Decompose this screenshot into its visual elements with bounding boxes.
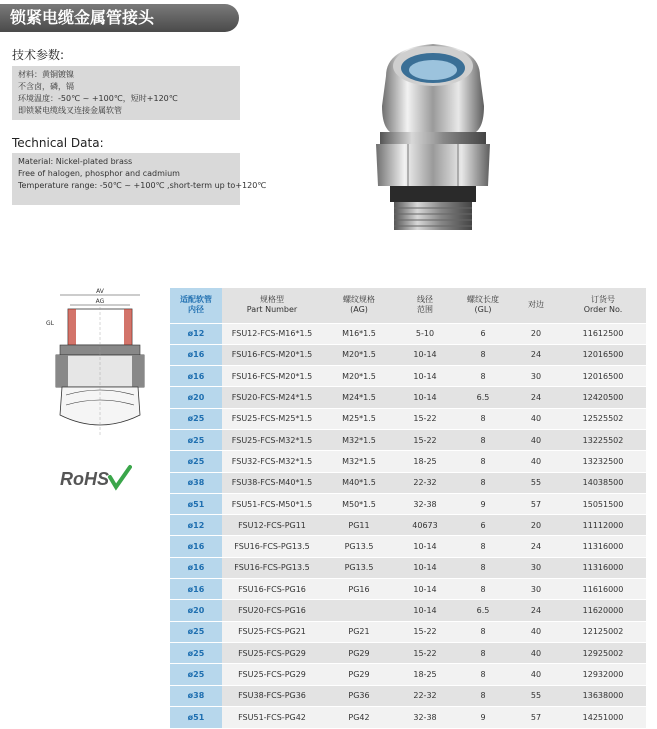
cell-sw: 40 [512,429,560,450]
tech-cn-line: 即锁紧电缆线叉连接金属软管 [18,106,122,115]
cell-diameter: ø12 [170,323,222,344]
cell-thread: PG29 [322,664,396,685]
cell-order-no: 11616000 [560,579,646,600]
cell-part-number: FSU51-FCS-PG42 [222,706,322,727]
drawing-label-av: AV [96,288,104,295]
cell-gl: 8 [454,344,512,365]
cell-order-no: 15051500 [560,493,646,514]
header-range: 线径 范围 [396,288,454,323]
cell-order-no: 14251000 [560,706,646,727]
cell-diameter: ø16 [170,579,222,600]
cell-gl: 9 [454,493,512,514]
cell-gl: 8 [454,536,512,557]
table-row [170,642,646,663]
cell-thread: PG21 [322,621,396,642]
cell-range: 40673 [396,515,454,536]
cell-diameter: ø38 [170,685,222,706]
cell-gl: 8 [454,557,512,578]
cell-part-number: FSU51-FCS-M50*1.5 [222,493,322,514]
cell-diameter: ø38 [170,472,222,493]
table-row [170,557,646,578]
cell-order-no: 12420500 [560,387,646,408]
cell-sw: 40 [512,642,560,663]
cell-range: 5-10 [396,323,454,344]
cell-thread: M50*1.5 [322,493,396,514]
cell-part-number: FSU25-FCS-PG29 [222,642,322,663]
cell-thread: M40*1.5 [322,472,396,493]
table-row [170,344,646,365]
cell-range: 32-38 [396,706,454,727]
cell-thread: M25*1.5 [322,408,396,429]
cell-thread: M20*1.5 [322,366,396,387]
cell-part-number: FSU12-FCS-PG11 [222,515,322,536]
cell-sw: 30 [512,366,560,387]
cell-diameter: ø25 [170,408,222,429]
table-row [170,387,646,408]
drawing-label-gl: GL [46,320,54,327]
tech-en-line: Temperature range: -50℃ ~ +100℃ ,short-term up to+120℃ [18,181,267,190]
table-row [170,451,646,472]
cell-diameter: ø20 [170,600,222,621]
tech-cn-line: 不含卤，磷，镉 [18,82,74,91]
cell-order-no: 12932000 [560,664,646,685]
cell-diameter: ø25 [170,429,222,450]
tech-en-line: Material: Nickel-plated brass [18,157,133,166]
cell-sw: 55 [512,472,560,493]
drawing-label-ag: AG [95,298,105,305]
cell-gl: 8 [454,366,512,387]
cell-sw: 40 [512,621,560,642]
cell-order-no: 11620000 [560,600,646,621]
rohs-mark [58,463,132,493]
cell-order-no: 11316000 [560,536,646,557]
table-row [170,515,646,536]
cell-thread: PG36 [322,685,396,706]
cell-sw: 57 [512,706,560,727]
spec-table [170,288,646,728]
cell-sw: 20 [512,323,560,344]
cell-sw: 55 [512,685,560,706]
cell-gl: 8 [454,621,512,642]
table-row [170,621,646,642]
cell-thread: M32*1.5 [322,451,396,472]
cell-diameter: ø20 [170,387,222,408]
cell-thread: PG29 [322,642,396,663]
table-row [170,429,646,450]
cell-thread: PG13.5 [322,557,396,578]
cell-thread: M16*1.5 [322,323,396,344]
cell-order-no: 12925002 [560,642,646,663]
cell-order-no: 11612500 [560,323,646,344]
cell-gl: 8 [454,429,512,450]
cell-gl: 8 [454,642,512,663]
technical-drawing [40,285,160,445]
cell-thread: M32*1.5 [322,429,396,450]
cell-gl: 8 [454,664,512,685]
cell-diameter: ø25 [170,664,222,685]
cell-part-number: FSU25-FCS-PG29 [222,664,322,685]
tech-cn-box [12,66,240,120]
cell-thread: PG13.5 [322,536,396,557]
table-row [170,536,646,557]
cell-diameter: ø16 [170,557,222,578]
cell-part-number: FSU12-FCS-M16*1.5 [222,323,322,344]
cell-gl: 8 [454,579,512,600]
cell-sw: 30 [512,579,560,600]
cell-gl: 6.5 [454,600,512,621]
cell-order-no: 13638000 [560,685,646,706]
table-row [170,579,646,600]
cell-thread: PG16 [322,579,396,600]
table-row [170,685,646,706]
cell-range: 10-14 [396,557,454,578]
cell-range: 18-25 [396,664,454,685]
cell-range: 22-32 [396,472,454,493]
cell-range: 10-14 [396,579,454,600]
cell-gl: 8 [454,685,512,706]
cell-diameter: ø51 [170,706,222,727]
cell-thread: M20*1.5 [322,344,396,365]
cell-diameter: ø12 [170,515,222,536]
table-row [170,493,646,514]
cell-sw: 40 [512,408,560,429]
cell-thread: PG11 [322,515,396,536]
cell-gl: 9 [454,706,512,727]
cell-sw: 40 [512,664,560,685]
cell-part-number: FSU16-FCS-PG16 [222,579,322,600]
table-row [170,706,646,727]
cell-range: 15-22 [396,642,454,663]
tech-en-line: Free of halogen, phosphor and cadmium [18,169,180,178]
cell-diameter: ø16 [170,536,222,557]
cell-sw: 24 [512,344,560,365]
header-diameter: 适配软管 内径 [170,288,222,323]
check-icon [110,467,130,487]
cell-diameter: ø16 [170,344,222,365]
cell-order-no: 12016500 [560,366,646,387]
cell-range: 15-22 [396,429,454,450]
cell-order-no: 12016500 [560,344,646,365]
table-row [170,323,646,344]
header-gl: 螺纹长度 (GL) [454,288,512,323]
cell-sw: 30 [512,557,560,578]
cell-gl: 8 [454,472,512,493]
header-part-number: 规格型 Part Number [222,288,322,323]
cell-range: 15-22 [396,621,454,642]
cell-range: 18-25 [396,451,454,472]
cell-range: 10-14 [396,600,454,621]
cell-diameter: ø51 [170,493,222,514]
table-row [170,366,646,387]
cell-order-no: 13232500 [560,451,646,472]
cell-order-no: 11112000 [560,515,646,536]
cell-part-number: FSU16-FCS-PG13.5 [222,557,322,578]
cell-diameter: ø16 [170,366,222,387]
table-row [170,472,646,493]
cell-part-number: FSU20-FCS-M24*1.5 [222,387,322,408]
cell-range: 10-14 [396,366,454,387]
cell-gl: 6 [454,515,512,536]
cell-gl: 6 [454,323,512,344]
cell-thread: PG42 [322,706,396,727]
rohs-label: RoHS [60,469,109,489]
cell-range: 10-14 [396,387,454,408]
cell-part-number: FSU16-FCS-M20*1.5 [222,366,322,387]
cell-order-no: 14038500 [560,472,646,493]
cell-sw: 24 [512,536,560,557]
cell-part-number: FSU25-FCS-M25*1.5 [222,408,322,429]
tech-cn-heading: 技术参数: [12,48,65,62]
cell-sw: 24 [512,387,560,408]
tech-en-box [12,153,267,205]
cell-diameter: ø25 [170,451,222,472]
cell-order-no: 12125002 [560,621,646,642]
cell-diameter: ø25 [170,642,222,663]
cell-range: 22-32 [396,685,454,706]
cell-order-no: 11316000 [560,557,646,578]
table-row [170,408,646,429]
cell-range: 15-22 [396,408,454,429]
cell-range: 32-38 [396,493,454,514]
cell-thread: M24*1.5 [322,387,396,408]
cell-part-number: FSU32-FCS-M32*1.5 [222,451,322,472]
cell-part-number: FSU25-FCS-PG21 [222,621,322,642]
cell-gl: 6.5 [454,387,512,408]
cell-gl: 8 [454,408,512,429]
cell-range: 10-14 [396,344,454,365]
page-title: 锁紧电缆金属管接头 [0,4,239,32]
tech-cn-line: 环境温度：-50℃ ~ +100℃，短时+120℃ [18,94,178,103]
cell-part-number: FSU25-FCS-M32*1.5 [222,429,322,450]
cell-sw: 57 [512,493,560,514]
cell-thread [322,600,396,621]
cell-part-number: FSU20-FCS-PG16 [222,600,322,621]
cell-part-number: FSU16-FCS-PG13.5 [222,536,322,557]
cell-order-no: 12525502 [560,408,646,429]
cell-gl: 8 [454,451,512,472]
product-photo [368,36,498,236]
cell-sw: 40 [512,451,560,472]
cell-diameter: ø25 [170,621,222,642]
cell-part-number: FSU16-FCS-M20*1.5 [222,344,322,365]
cell-sw: 24 [512,600,560,621]
header-thread: 螺纹规格 (AG) [322,288,396,323]
table-row [170,664,646,685]
tech-cn-line: 材料：黄铜镀镍 [18,70,74,79]
cell-order-no: 13225502 [560,429,646,450]
tech-en-heading: Technical Data: [12,136,104,150]
cell-range: 10-14 [396,536,454,557]
table-row [170,600,646,621]
cell-part-number: FSU38-FCS-PG36 [222,685,322,706]
cell-sw: 20 [512,515,560,536]
cell-part-number: FSU38-FCS-M40*1.5 [222,472,322,493]
header-order-no: 订货号 Order No. [560,288,646,323]
header-sw: 对边 [512,288,560,323]
table-header-row [170,288,646,323]
